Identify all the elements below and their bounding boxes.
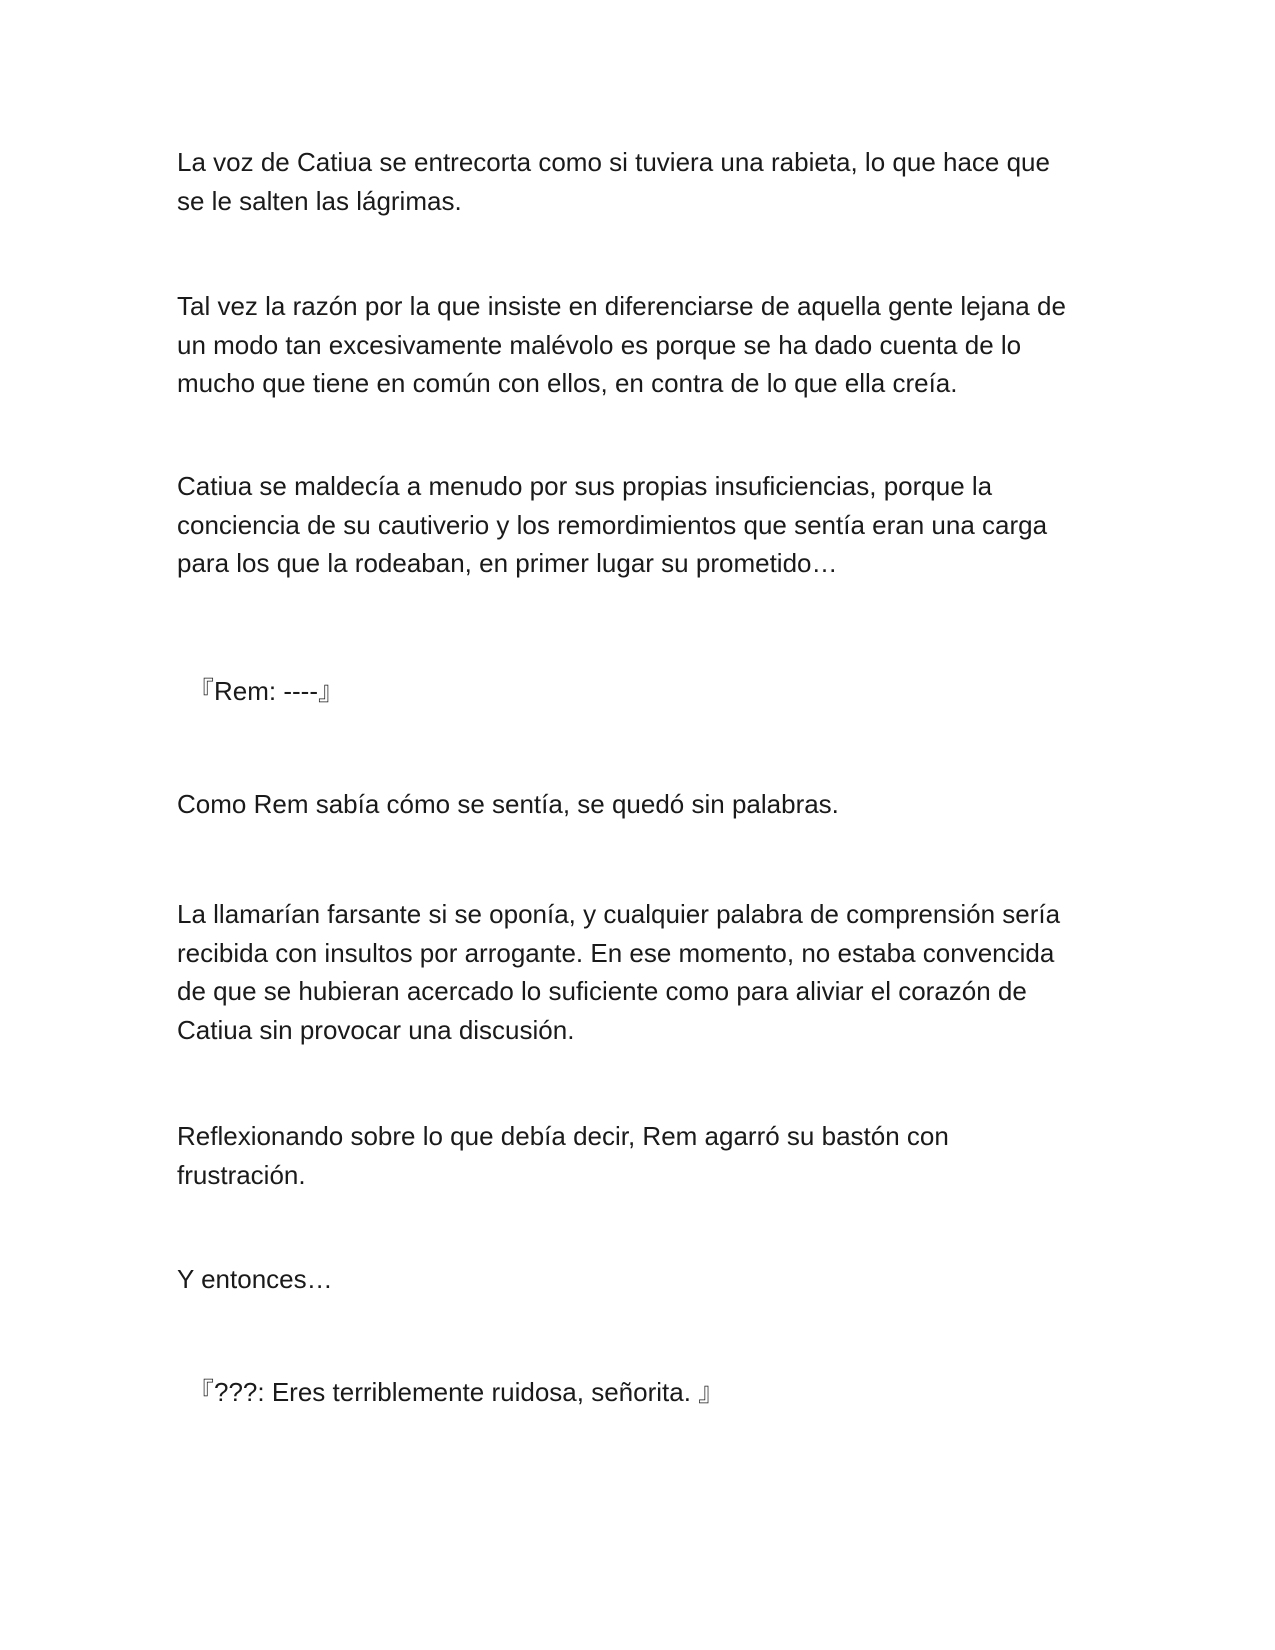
- paragraph-6: [177, 895, 1107, 1049]
- paragraph-7: [177, 1117, 1107, 1194]
- text-line: se le salten las lágrimas.: [177, 185, 462, 216]
- text-line: La voz de Catiua se entrecorta como si tuviera una rabieta, lo que hace que: [177, 147, 1050, 177]
- text-line: 『???: Eres terriblemente ruidosa, señorita. 』: [188, 1377, 725, 1407]
- text-line: Y entonces…: [177, 1264, 333, 1294]
- text-line: La llamarían farsante si se oponía, y cualquier palabra de comprensión sería: [177, 899, 1061, 929]
- text-line: recibida con insultos por arrogante. En ese momento, no estaba convencida: [177, 937, 1055, 968]
- dialogue-unknown: [188, 1373, 1118, 1412]
- paragraph-8: [177, 1260, 1107, 1299]
- text-line: mucho que tiene en común con ellos, en contra de lo que ella creía.: [177, 368, 958, 398]
- text-line: para los que la rodeaban, en primer lugar su prometido…: [177, 548, 838, 578]
- text-line: Como Rem sabía cómo se sentía, se quedó sin palabras.: [177, 789, 839, 819]
- paragraph-3: [177, 467, 1107, 583]
- text-line: frustración.: [177, 1159, 306, 1190]
- text-line: de que se hubieran acercado lo suficiente como para aliviar el corazón de: [177, 976, 1027, 1006]
- text-line: un modo tan excesivamente malévolo es porque se ha dado cuenta de lo: [177, 329, 1022, 360]
- text-line: Reflexionando sobre lo que debía decir, Rem agarró su bastón con: [177, 1121, 949, 1151]
- paragraph-1: [177, 143, 1107, 220]
- text-line: Catiua sin provocar una discusión.: [177, 1014, 575, 1045]
- text-line: Tal vez la razón por la que insiste en diferenciarse de aquella gente lejana de: [177, 291, 1066, 321]
- paragraph-5: [177, 785, 1107, 824]
- paragraph-2: [177, 287, 1107, 403]
- dialogue-rem: [188, 672, 1118, 711]
- text-line: conciencia de su cautiverio y los remordimientos que sentía eran una carga: [177, 509, 1048, 540]
- text-line: 『Rem: ----』: [188, 676, 344, 706]
- text-line: Catiua se maldecía a menudo por sus propias insuficiencias, porque la: [177, 471, 993, 501]
